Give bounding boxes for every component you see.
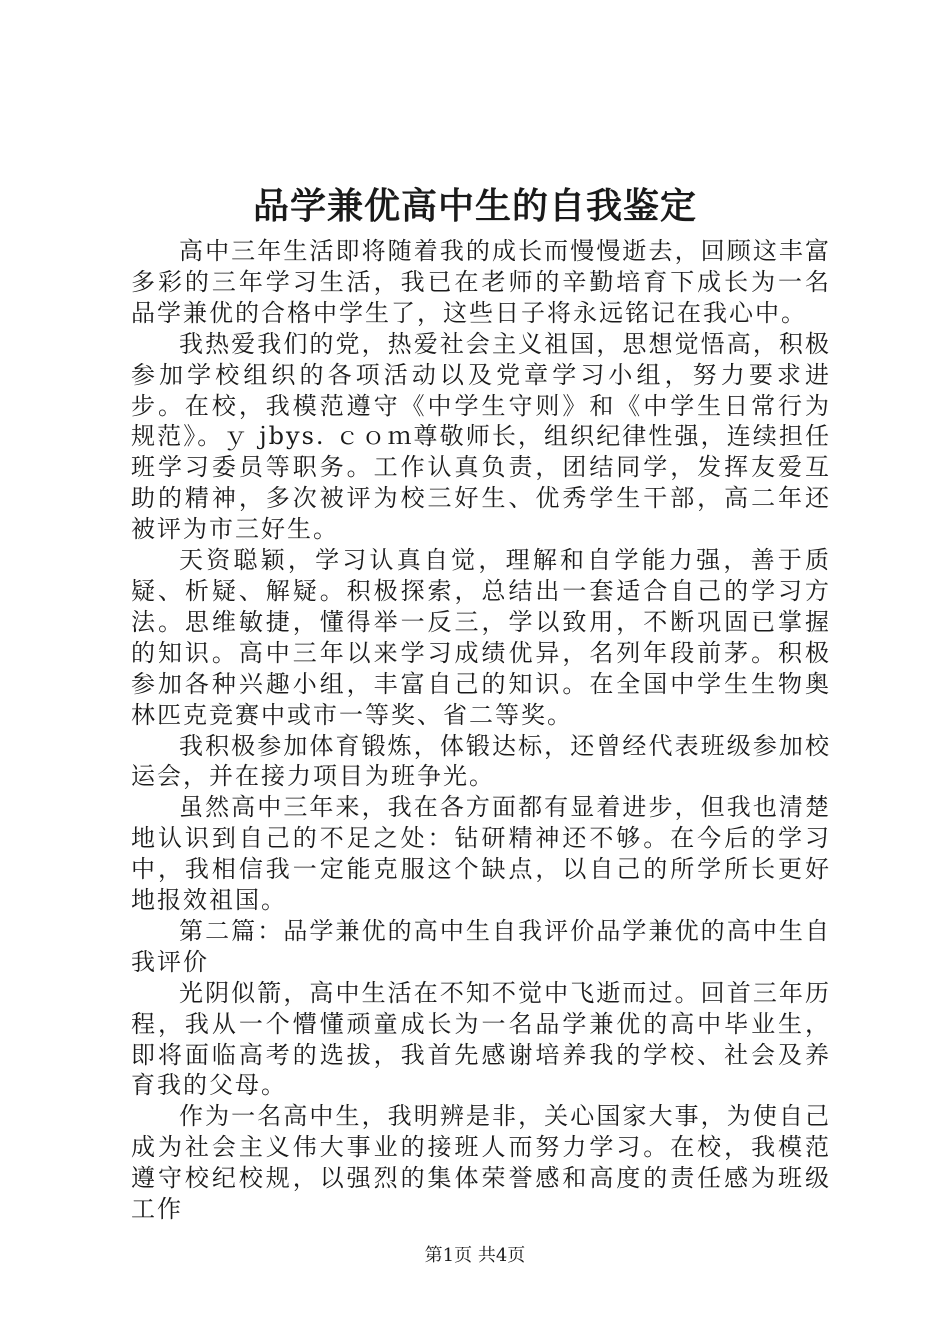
paragraph: 作为一名高中生，我明辨是非，关心国家大事，为使自己成为社会主义伟大事业的接班人而努力学习。在校，我模范遵守校纪校规，以强烈的集体荣誉感和高度的责任感为班级工作: [131, 1102, 831, 1224]
section-heading-paragraph: 第二篇：品学兼优的高中生自我评价品学兼优的高中生自我评价: [131, 916, 831, 976]
paragraph: 天资聪颖，学习认真自觉，理解和自学能力强，善于质疑、析疑、解疑。积极探索，总结出一套适合自己的学习方法。思维敏捷，懂得举一反三，学以致用，不断巩固已掌握的知识。高中三年以来学习成绩优异，名列年段前茅。积极参加各种兴趣小组，丰富自己的知识。在全国中学生生物奥林匹克竞赛中或市一等奖、省二等奖。: [131, 546, 831, 729]
paragraph: 我积极参加体育锻炼，体锻达标，还曾经代表班级参加校运会，并在接力项目为班争光。: [131, 731, 831, 791]
paragraph: 高中三年生活即将随着我的成长而慢慢逝去，回顾这丰富多彩的三年学习生活，我已在老师的辛勤培育下成长为一名品学兼优的合格中学生了，这些日子将永远铭记在我心中。: [131, 237, 831, 327]
paragraph: 光阴似箭，高中生活在不知不觉中飞逝而过。回首三年历程，我从一个懵懂顽童成长为一名品学兼优的高中毕业生，即将面临高考的选拔，我首先感谢培养我的学校、社会及养育我的父母。: [131, 978, 831, 1100]
document-body: [131, 236, 831, 1225]
paragraph: 虽然高中三年来，我在各方面都有显着进步，但我也清楚地认识到自己的不足之处：钻研精神还不够。在今后的学习中，我相信我一定能克服这个缺点，以自己的所学所长更好地报效祖国。: [131, 793, 831, 915]
page-footer: 第1页 共4页: [424, 1245, 526, 1266]
paragraph: 我热爱我们的党，热爱社会主义祖国，思想觉悟高，积极参加学校组织的各项活动以及党章学习小组，努力要求进步。在校，我模范遵守《中学生守则》和《中学生日常行为规范》。ｙ jbys. ｃｏｍ尊敬师长，组织纪律性强，连续担任班学习委员等职务。工作认真负责，团结同学，发挥友爱互助的精神，多次被评为校三好生、优秀学生干部，高二年还被评为市三好生。: [131, 329, 831, 544]
document-title: 品学兼优高中生的自我鉴定: [252, 186, 697, 227]
